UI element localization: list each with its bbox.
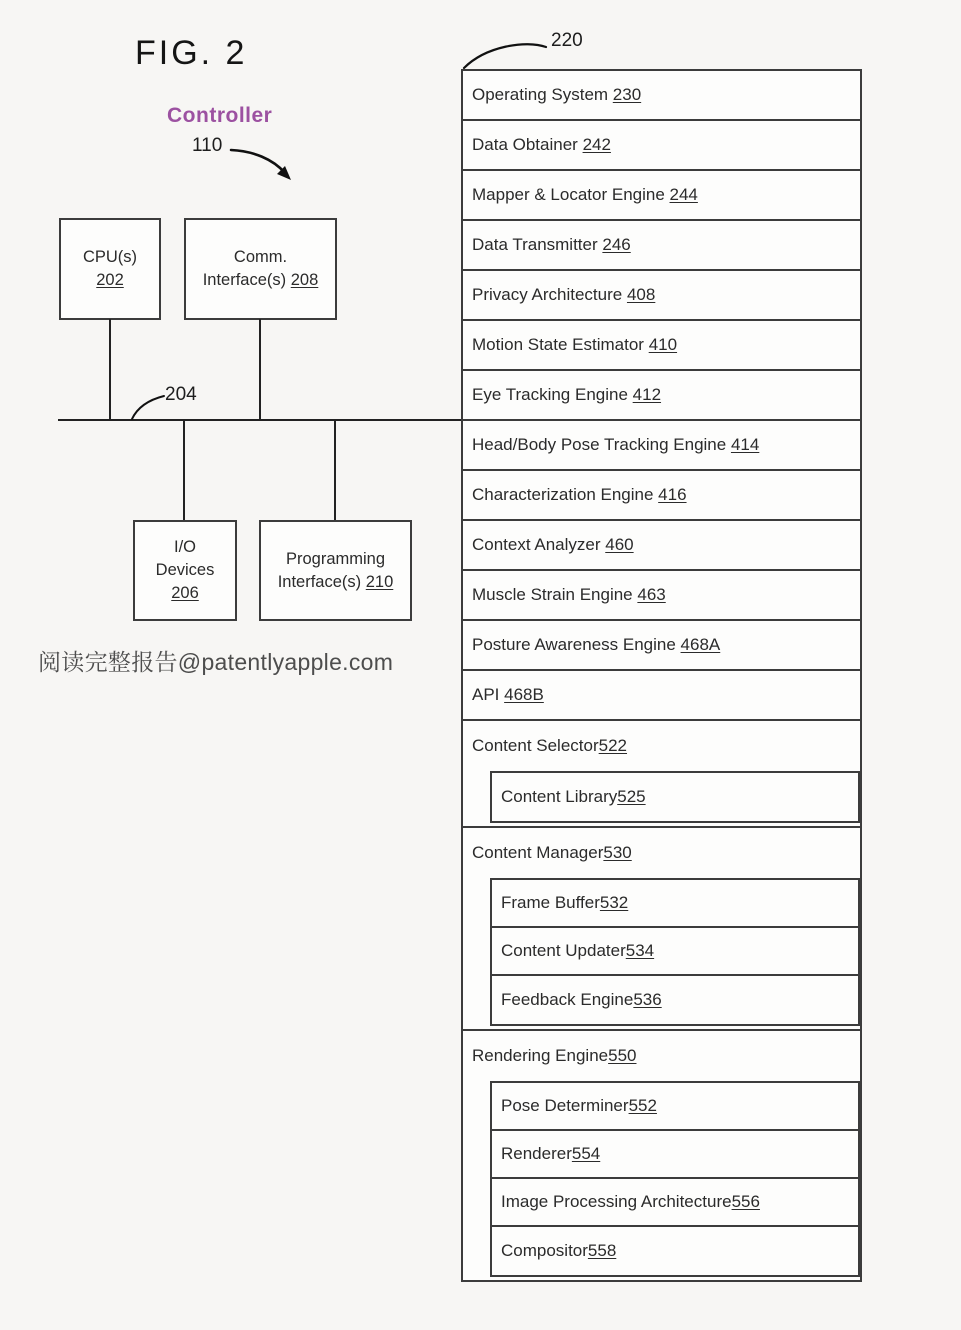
ref-number: 468B <box>504 685 544 704</box>
nested-box-group <box>490 878 860 1026</box>
stack-row-label: Content Updater <box>501 941 626 960</box>
stack-row-label: Image Processing Architecture <box>501 1192 732 1211</box>
stack-row-content <box>463 435 759 455</box>
stack-row-content <box>463 485 687 505</box>
stack-section <box>463 828 860 1031</box>
cpu-ref-number: 202 <box>96 271 124 289</box>
stack-subrow <box>492 773 858 821</box>
stack-row-label: Data Transmitter <box>472 235 603 254</box>
ref-number: 460 <box>605 535 634 554</box>
stack-row-label: Characterization Engine <box>472 485 659 504</box>
ref-number: 532 <box>599 893 629 912</box>
stack-row-label: Mapper & Locator Engine <box>472 185 670 204</box>
io-ref-number: 206 <box>171 583 199 602</box>
stack-section-header <box>463 1031 860 1081</box>
stack-row <box>463 121 860 171</box>
ref-number: 408 <box>626 285 656 304</box>
stack-row-label: Motion State Estimator <box>472 335 649 354</box>
stack-section <box>463 1031 860 1277</box>
stack-row-label: API <box>472 685 505 704</box>
stack-row-content <box>463 585 666 605</box>
nested-box-group <box>490 1081 860 1277</box>
ref-number: 463 <box>637 585 666 604</box>
stack-row-label: Pose Determiner <box>501 1096 629 1115</box>
stack-row <box>463 521 860 571</box>
comm-bus-connector-line <box>259 319 261 420</box>
stack-row-content <box>463 235 631 255</box>
bus-ref-number: 204 <box>165 384 197 405</box>
cpu-box-label: CPU(s) <box>82 248 138 267</box>
stack-row <box>463 571 860 621</box>
ref-number: 554 <box>571 1144 601 1163</box>
ref-number: 246 <box>602 235 631 254</box>
stack-subrow <box>492 1131 858 1179</box>
stack-row-label: Compositor <box>501 1241 588 1260</box>
prog-ref-number: 210 <box>365 572 394 591</box>
comm-box-label-line2: Interface(s) 208 <box>202 271 319 289</box>
stack-subrow <box>492 976 858 1024</box>
stack-row-label: Posture Awareness Engine <box>472 635 681 654</box>
stack-row <box>463 671 860 721</box>
stack-row-label: Feedback Engine <box>501 990 634 1009</box>
stack-row-label: Privacy Architecture <box>472 285 627 304</box>
prog-box-label-line1: Programming <box>285 549 386 568</box>
ref-number: 552 <box>628 1096 657 1115</box>
stack-row <box>463 421 860 471</box>
stack-ref-number: 220 <box>551 30 583 51</box>
stack-subrow <box>492 1179 858 1227</box>
io-box-label-line2: Devices <box>155 561 215 580</box>
stack-row-content <box>463 285 655 305</box>
controller-label: Controller <box>167 104 273 127</box>
stack-row <box>463 371 860 421</box>
stack-subrow <box>492 1083 858 1131</box>
comm-ref-number: 208 <box>290 271 319 289</box>
ref-number: 414 <box>730 435 760 454</box>
stack-row-label: Head/Body Pose Tracking Engine <box>472 435 731 454</box>
comm-box-label-line1: Comm. <box>233 248 288 267</box>
ref-number: 534 <box>625 941 655 960</box>
controller-arrow <box>225 140 300 188</box>
stack-row-label: Rendering Engine <box>472 1046 609 1065</box>
stack-row-content <box>463 85 641 105</box>
ref-number: 525 <box>617 787 646 806</box>
stack-row <box>463 221 860 271</box>
stack-row-label: Muscle Strain Engine <box>472 585 638 604</box>
comm-interfaces-box <box>184 218 337 320</box>
ref-number: 556 <box>731 1192 760 1211</box>
stack-row-label: Eye Tracking Engine <box>472 385 633 404</box>
ref-number: 242 <box>582 135 611 154</box>
stack-section <box>463 721 860 828</box>
bus-ref-leader-line <box>128 392 170 422</box>
stack-row <box>463 471 860 521</box>
stack-row <box>463 171 860 221</box>
stack-section-header <box>463 828 860 878</box>
stack-subrow <box>492 880 858 928</box>
stack-row-label: Data Obtainer <box>472 135 583 154</box>
stack-row-content <box>463 135 611 155</box>
ref-number: 416 <box>658 485 687 504</box>
nested-box-group <box>490 771 860 823</box>
cpu-box <box>59 218 161 320</box>
ref-number: 530 <box>603 843 632 862</box>
system-bus-line <box>58 419 462 421</box>
stack-row <box>463 71 860 121</box>
stack-row-label: Renderer <box>501 1144 572 1163</box>
stack-row-label: Content Manager <box>472 843 604 862</box>
ref-number: 410 <box>648 335 678 354</box>
ref-number: 412 <box>632 385 662 404</box>
stack-row-content <box>463 635 720 655</box>
stack-row <box>463 271 860 321</box>
stack-row-label: Frame Buffer <box>501 893 600 912</box>
stack-ref-leader-line <box>458 38 553 72</box>
stack-row-label: Content Library <box>501 787 618 806</box>
controller-ref-number: 110 <box>192 135 223 156</box>
stack-section-header <box>463 721 860 771</box>
io-box-label-line1: I/O <box>173 538 196 557</box>
stack-subrow <box>492 928 858 976</box>
ref-number: 536 <box>633 990 662 1009</box>
stack-subrow <box>492 1227 858 1275</box>
stack-row-content <box>463 385 661 405</box>
stack-row-content <box>463 185 698 205</box>
ref-number: 468A <box>680 635 721 654</box>
ref-number: 550 <box>608 1046 637 1065</box>
software-stack <box>461 69 862 1282</box>
cpu-bus-connector-line <box>109 319 111 420</box>
stack-row-content <box>463 535 634 555</box>
ref-number: 522 <box>598 736 628 755</box>
stack-row-label: Operating System <box>472 85 613 104</box>
stack-row-label: Content Selector <box>472 736 599 755</box>
io-bus-connector-line <box>183 421 185 520</box>
stack-row <box>463 621 860 671</box>
stack-row <box>463 321 860 371</box>
ref-number: 558 <box>587 1241 617 1260</box>
watermark-text: 阅读完整报告@patentlyapple.com <box>38 649 394 675</box>
programming-interfaces-box <box>259 520 412 621</box>
io-devices-box <box>133 520 237 621</box>
stack-row-label: Context Analyzer <box>472 535 606 554</box>
prog-box-label-line2: Interface(s) 210 <box>277 572 394 591</box>
stack-row-content <box>463 335 677 355</box>
ref-number: 244 <box>669 185 698 204</box>
stack-row-content <box>463 685 544 705</box>
prog-bus-connector-line <box>334 421 336 520</box>
ref-number: 230 <box>612 85 642 104</box>
figure-title: FIG. 2 <box>135 34 248 72</box>
